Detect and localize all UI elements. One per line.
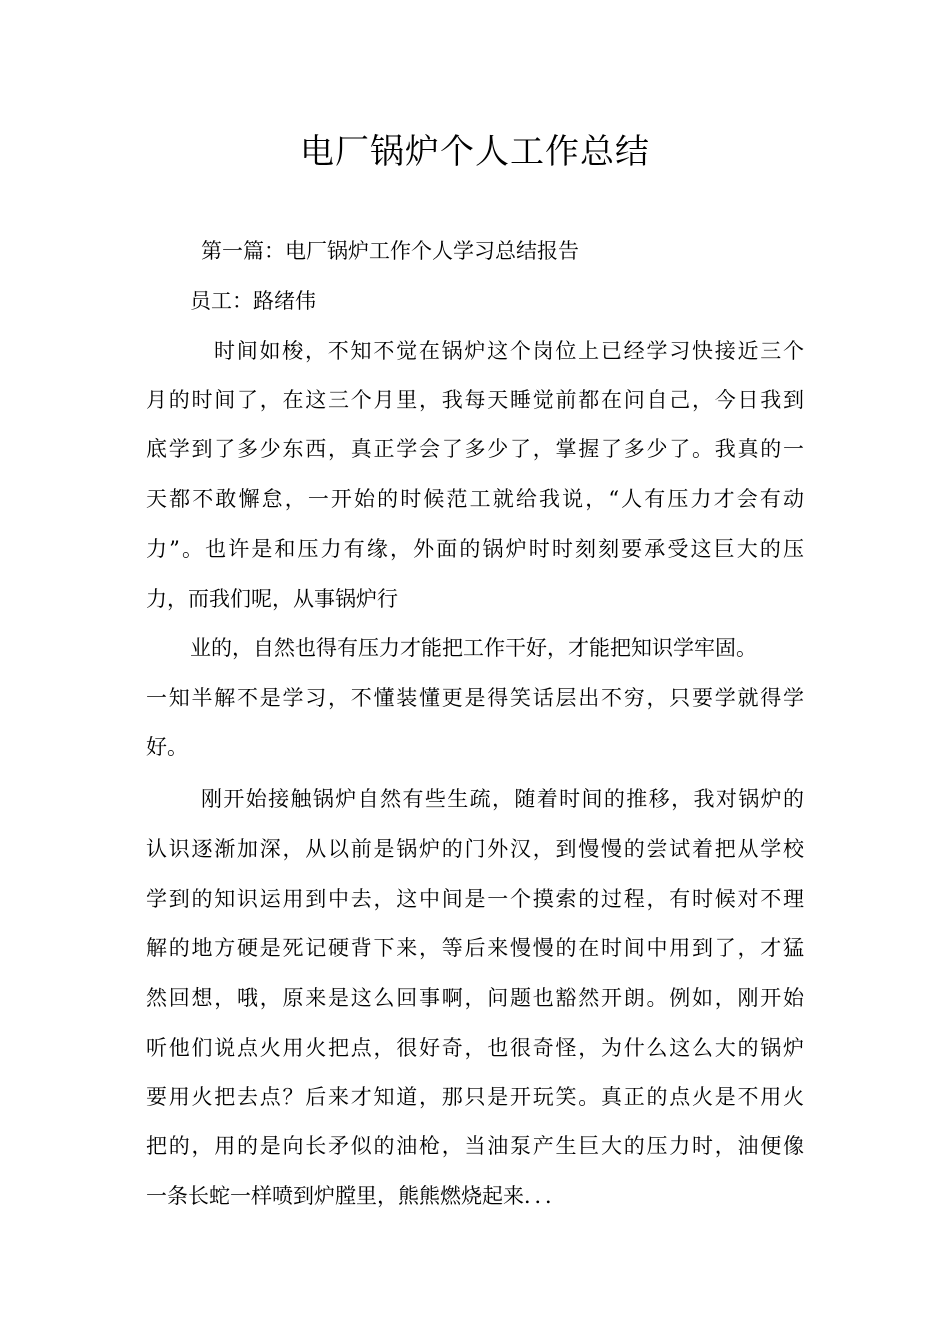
paragraph-line: 解的地方硬是死记硬背下来，等后来慢慢的在时间中用到了，才猛 bbox=[146, 936, 804, 960]
paragraph-line: 底学到了多少东西，真正学会了多少了，掌握了多少了。我真的一 bbox=[146, 437, 804, 461]
document-title: 电厂锅炉个人工作总结 bbox=[300, 132, 650, 172]
paragraph-line: 一条长蛇一样喷到炉膛里，熊熊燃烧起来．．． bbox=[146, 1184, 566, 1208]
paragraph-line: 好。 bbox=[146, 735, 188, 759]
paragraph-line: 力”。也许是和压力有缘，外面的锅炉时时刻刻要承受这巨大的压 bbox=[146, 537, 804, 561]
author-line: 员工：路绪伟 bbox=[190, 289, 316, 313]
paragraph-line: 要用火把去点？后来才知道，那只是开玩笑。真正的点火是不用火 bbox=[146, 1085, 804, 1109]
paragraph-line: 一知半解不是学习，不懂装懂更是得笑话层出不穷，只要学就得学 bbox=[146, 686, 804, 710]
paragraph-line: 时间如梭，不知不觉在锅炉这个岗位上已经学习快接近三个 bbox=[214, 339, 804, 363]
section-heading: 第一篇：电厂锅炉工作个人学习总结报告 bbox=[201, 239, 579, 263]
paragraph-line: 刚开始接触锅炉自然有些生疏，随着时间的推移，我对锅炉的 bbox=[201, 787, 804, 811]
paragraph-line: 听他们说点火用火把点，很好奇，也很奇怪，为什么这么大的锅炉 bbox=[146, 1036, 804, 1060]
paragraph-line: 月的时间了，在这三个月里，我每天睡觉前都在问自己，今日我到 bbox=[146, 388, 804, 412]
paragraph-line: 力，而我们呢，从事锅炉行 bbox=[146, 587, 398, 611]
paragraph-line: 然回想，哦，原来是这么回事啊，问题也豁然开朗。例如，刚开始 bbox=[146, 986, 804, 1010]
paragraph-line: 学到的知识运用到中去，这中间是一个摸索的过程，有时候对不理 bbox=[146, 887, 804, 911]
paragraph-line: 天都不敢懈怠，一开始的时候范工就给我说，“人有压力才会有动 bbox=[146, 487, 804, 511]
paragraph-line: 把的，用的是向长矛似的油枪，当油泵产生巨大的压力时，油便像 bbox=[146, 1134, 804, 1158]
paragraph-line: 业的，自然也得有压力才能把工作干好，才能把知识学牢固。 bbox=[190, 636, 757, 660]
paragraph-line: 认识逐渐加深，从以前是锅炉的门外汉，到慢慢的尝试着把从学校 bbox=[146, 837, 804, 861]
